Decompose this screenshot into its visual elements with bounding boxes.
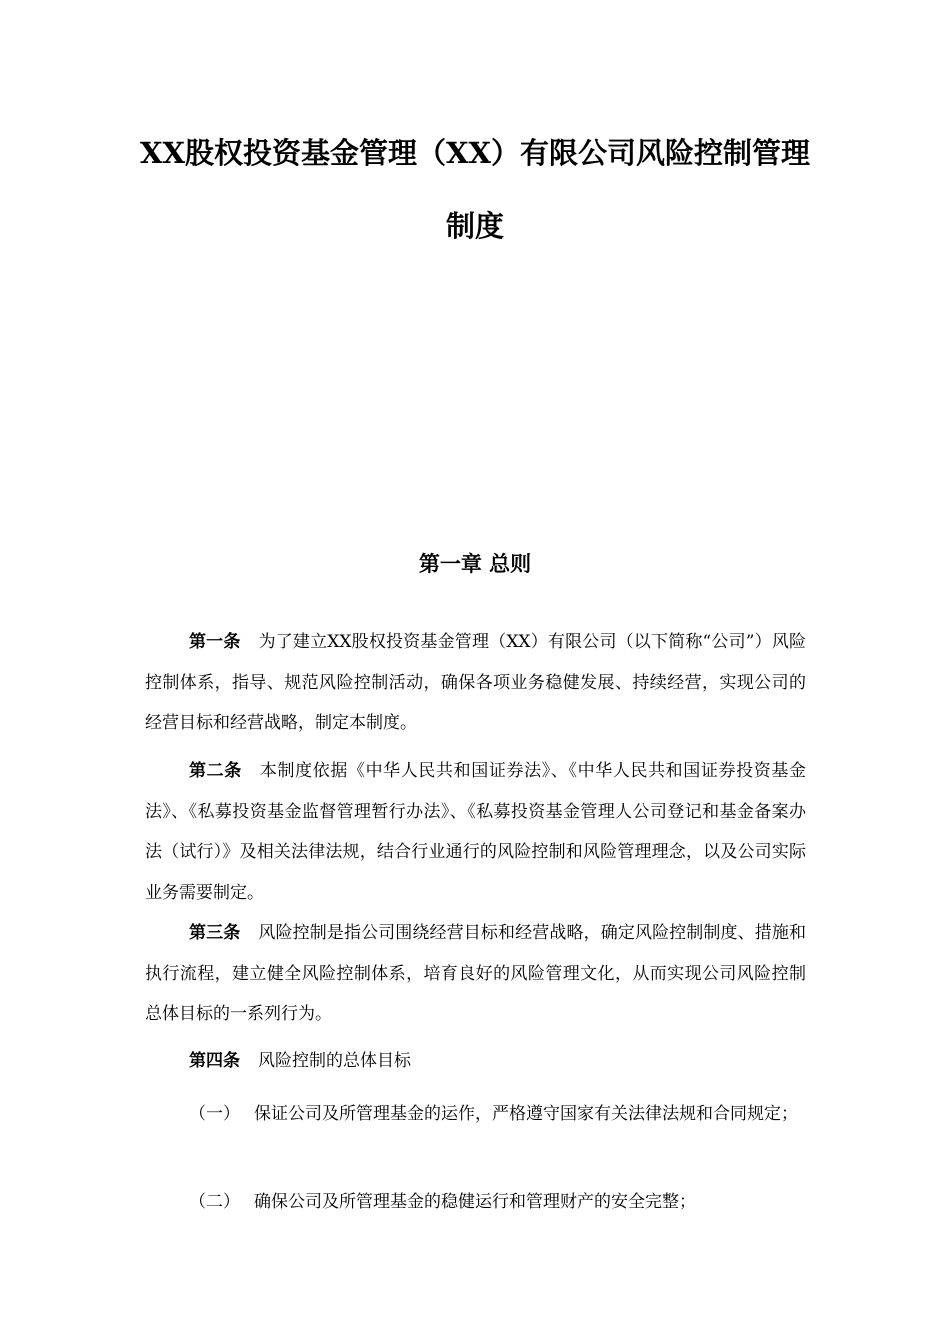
article-label: 第二条: [189, 761, 242, 781]
item-text: 确保公司及所管理基金的稳健运行和管理财产的安全完整；: [254, 1192, 696, 1212]
item-label: （一）: [189, 1104, 240, 1124]
article-4: [145, 1041, 806, 1082]
chapter-heading: 第一章 总则: [418, 551, 532, 576]
article-text: 风险控制是指公司围绕经营目标和经营战略，确定风险控制制度、措施和执行流程，建立健全风险控制体系，培育良好的风险管理文化，从而实现公司风险控制总体目标的一系列行为。: [145, 923, 807, 1024]
list-item-2: [145, 1182, 806, 1223]
document-title-line-1: XX股权投资基金管理（XX）有限公司风险控制管理: [139, 136, 810, 170]
article-3: [145, 913, 806, 1035]
article-text: 风险控制的总体目标: [258, 1051, 411, 1071]
article-label: 第四条: [189, 1051, 240, 1071]
article-1: [145, 622, 806, 744]
item-text: 保证公司及所管理基金的运作，严格遵守国家有关法律法规和合同规定；: [254, 1104, 798, 1124]
document-title-line-2: 制度: [445, 209, 504, 243]
item-label: （二）: [189, 1192, 240, 1212]
list-item-1: [145, 1094, 806, 1135]
article-text: 本制度依据《中华人民共和国证券法》、《中华人民共和国证券投资基金法》、《私募投资基金监督管理暂行办法》、《私募投资基金管理人公司登记和基金备案办法（试行）》及相关法律法规，结合行业通行的风险控制和风险管理理念，以及公司实际业务需要制定。: [145, 761, 807, 903]
article-text: 为了建立XX股权投资基金管理（XX）有限公司（以下简称“公司”）风险控制体系，指导、规范风险控制活动，确保各项业务稳健发展、持续经营，实现公司的经营目标和经营战略，制定本制度。: [145, 632, 807, 733]
article-2: [145, 751, 806, 913]
article-label: 第一条: [189, 632, 241, 652]
article-label: 第三条: [189, 923, 241, 943]
